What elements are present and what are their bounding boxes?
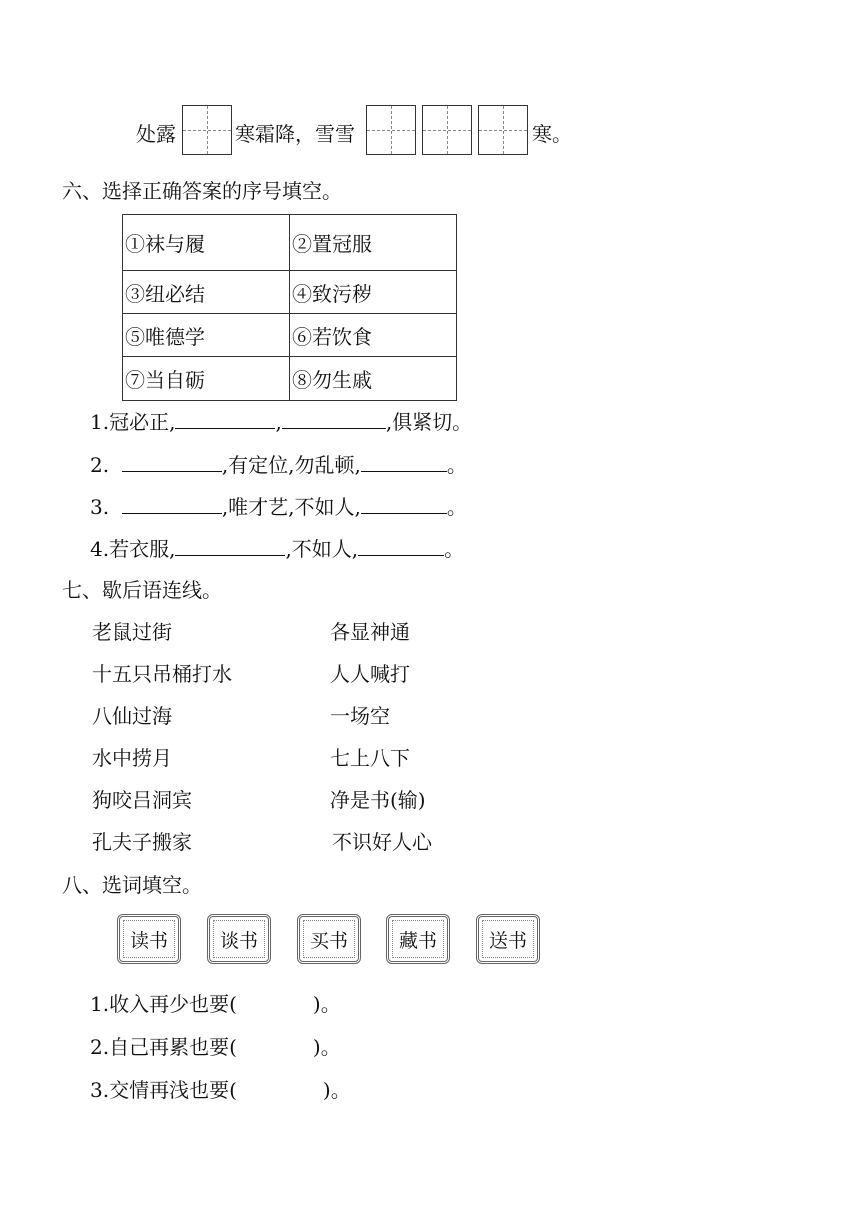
question-text: 1.冠必正, <box>90 410 176 434</box>
question-text: 2.自己再累也要( <box>90 1035 237 1059</box>
question-text: ,有定位,勿乱顿, <box>221 453 361 477</box>
question-text: ,唯才艺,不如人, <box>221 495 361 519</box>
question-6-1 <box>90 406 472 435</box>
question-text: 3.交情再浅也要( <box>90 1078 237 1102</box>
section7-title: 七、歇后语连线。 <box>62 578 222 602</box>
answer-blank[interactable] <box>175 408 275 429</box>
question-text: 。 <box>446 495 467 519</box>
question-text: ,不如人, <box>285 537 359 561</box>
poem-text-1: 处露 <box>136 122 176 146</box>
poem-text-2: 寒霜降，雪雪 <box>235 122 355 146</box>
question-text: )。 <box>312 992 341 1016</box>
option-cell: ⑧勿生戚 <box>290 357 457 401</box>
right-item[interactable]: 人人喊打 <box>330 662 410 686</box>
answer-blank[interactable] <box>122 493 222 514</box>
question-6-4 <box>90 533 464 562</box>
answer-blank[interactable] <box>122 451 222 472</box>
question-text: 3. <box>90 495 110 519</box>
word-card[interactable]: 读书 <box>117 914 181 964</box>
writing-box-4[interactable] <box>478 105 528 155</box>
section8-title: 八、选词填空。 <box>62 873 202 897</box>
question-text: 1.收入再少也要( <box>90 992 237 1016</box>
word-card[interactable]: 买书 <box>297 914 361 964</box>
option-cell: ⑤唯德学 <box>123 314 290 357</box>
question-text: , <box>275 410 282 434</box>
word-card[interactable]: 谈书 <box>207 914 271 964</box>
answer-blank[interactable] <box>361 493 447 514</box>
left-item[interactable]: 十五只吊桶打水 <box>92 662 232 686</box>
left-item[interactable]: 水中捞月 <box>92 746 172 770</box>
writing-box-3[interactable] <box>422 105 472 155</box>
option-cell: ⑦当自砺 <box>123 357 290 401</box>
writing-box-1[interactable] <box>182 105 232 155</box>
option-cell: ①袜与履 <box>123 215 290 271</box>
right-item[interactable]: 净是书(输) <box>330 788 426 812</box>
question-6-2 <box>90 449 467 478</box>
right-item[interactable]: 各显神通 <box>330 620 410 644</box>
question-text: 4.若衣服, <box>90 537 176 561</box>
section6-title: 六、选择正确答案的序号填空。 <box>62 179 342 203</box>
answer-blank[interactable] <box>175 535 285 556</box>
writing-box-2[interactable] <box>366 105 416 155</box>
question-text: )。 <box>322 1078 351 1102</box>
question-text: )。 <box>312 1035 341 1059</box>
answer-blank[interactable] <box>358 535 444 556</box>
left-item[interactable]: 孔夫子搬家 <box>92 830 192 854</box>
question-6-3 <box>90 491 467 520</box>
question-text: ,俱紧切。 <box>385 410 473 434</box>
left-item[interactable]: 八仙过海 <box>92 704 172 728</box>
right-item[interactable]: 一场空 <box>330 704 390 728</box>
question-8-1 <box>90 988 341 1017</box>
answer-blank[interactable] <box>361 451 447 472</box>
question-8-2 <box>90 1031 341 1060</box>
question-text: 。 <box>446 453 467 477</box>
question-text: 。 <box>444 537 465 561</box>
right-item[interactable]: 七上八下 <box>330 746 410 770</box>
option-cell: ②置冠服 <box>290 215 457 271</box>
option-cell: ⑥若饮食 <box>290 314 457 357</box>
left-item[interactable]: 老鼠过街 <box>92 620 172 644</box>
options-table <box>122 214 457 401</box>
question-text: 2. <box>90 453 110 477</box>
poem-text-3: 寒。 <box>532 122 572 146</box>
right-item[interactable]: 不识好人心 <box>332 830 432 854</box>
left-item[interactable]: 狗咬吕洞宾 <box>92 788 192 812</box>
answer-blank[interactable] <box>282 408 386 429</box>
word-card[interactable]: 送书 <box>476 914 540 964</box>
option-cell: ③纽必结 <box>123 271 290 314</box>
option-cell: ④致污秽 <box>290 271 457 314</box>
word-card[interactable]: 藏书 <box>386 914 450 964</box>
question-8-3 <box>90 1074 351 1103</box>
